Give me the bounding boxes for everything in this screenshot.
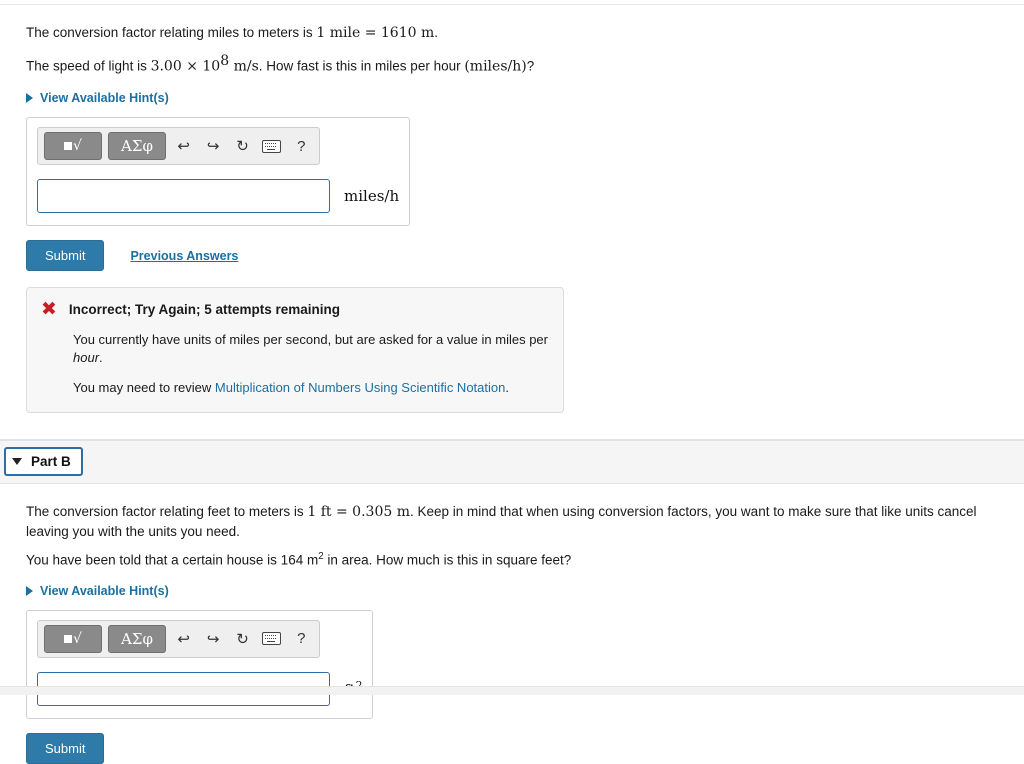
part-b-statement-1-prefix: The conversion factor relating feet to meters is: [26, 503, 308, 519]
redo-icon[interactable]: ↪: [206, 630, 220, 648]
part-a-statement-2-end: ?: [526, 58, 535, 74]
undo-icon[interactable]: ↩: [177, 630, 190, 648]
page-bottom-bar: [0, 686, 1024, 695]
part-b-answer-toolbar: [37, 620, 320, 658]
part-a-answer-input[interactable]: [37, 179, 330, 213]
feedback-emphasis-hour: hour: [73, 350, 100, 366]
part-a-previous-answers-link[interactable]: Previous Answers: [130, 248, 239, 263]
part-a-body: [0, 5, 1024, 413]
part-a-statement-2-unit-parenthetical: (miles/h): [464, 58, 527, 75]
part-a-statement-2: [26, 51, 998, 77]
incorrect-x-icon: ✖: [41, 298, 57, 321]
part-b-button-row: [26, 733, 998, 764]
part-a-feedback-header: [41, 300, 549, 319]
part-a-answer-toolbar: [37, 127, 320, 165]
part-b-answer-box: [26, 610, 373, 719]
part-a-statement-2-exponent: 8: [220, 53, 230, 70]
part-a-view-hints-link[interactable]: View Available Hint(s): [40, 91, 169, 106]
feedback-review-link[interactable]: Multiplication of Numbers Using Scientific Notation: [214, 380, 506, 396]
part-b-statement-2-exponent: 2: [318, 550, 324, 562]
part-b-toggle[interactable]: [4, 447, 83, 476]
part-b-label: Part B: [31, 454, 71, 470]
part-b-greek-button[interactable]: ΑΣφ: [108, 625, 166, 653]
part-a-input-row: [37, 179, 399, 213]
part-a-feedback-line-1: You currently have units of miles per second, but are asked for a value in miles per hour.: [73, 332, 548, 366]
part-a-feedback-line-2: You may need to review Multiplication of Numbers Using Scientific Notation.: [73, 380, 509, 396]
keyboard-icon[interactable]: [260, 627, 283, 651]
part-a-unit-label: miles/h: [344, 187, 400, 206]
help-icon[interactable]: ?: [297, 630, 306, 648]
redo-icon[interactable]: ↪: [206, 138, 220, 156]
part-a-submit-button[interactable]: Submit: [26, 240, 104, 271]
square-placeholder-icon: [64, 635, 72, 643]
part-b-header: [0, 440, 1024, 484]
triangle-right-icon: [26, 586, 33, 596]
keyboard-icon[interactable]: [260, 134, 283, 158]
help-icon[interactable]: ?: [297, 137, 306, 155]
part-b-statement-2: [26, 550, 998, 570]
part-a-feedback-panel: [26, 287, 564, 413]
part-b-submit-button[interactable]: Submit: [26, 733, 104, 764]
part-a-template-button[interactable]: √: [44, 132, 102, 160]
reset-icon[interactable]: ↻: [236, 138, 249, 156]
part-b-template-button[interactable]: √: [44, 625, 102, 653]
part-a-statement-1-prefix: The conversion factor relating miles to meters is: [26, 25, 317, 40]
part-a-statement-2-prefix: The speed of light is: [26, 58, 151, 74]
part-b-body: [0, 484, 1024, 764]
part-b-statement-1-math: 1 ft = 0.305 m: [307, 503, 410, 520]
part-a-answer-box: [26, 117, 410, 226]
part-a-statement-1-math: 1 mile = 1610 m: [316, 25, 435, 41]
part-a-feedback-title: Incorrect; Try Again; 5 attempts remaining: [68, 302, 340, 318]
part-a-statement-2-unit-ms: m/s: [229, 58, 259, 75]
reset-icon[interactable]: ↻: [236, 630, 249, 648]
square-placeholder-icon: [64, 142, 72, 150]
part-a-statement-2-math: 3.00 × 10: [150, 58, 221, 75]
part-b-hint-row[interactable]: [26, 584, 998, 598]
undo-icon[interactable]: ↩: [177, 138, 190, 156]
part-a-statement-2-suffix: . How fast is this in miles per hour: [258, 58, 465, 74]
part-b-statement-1: [26, 502, 998, 542]
part-a-statement-1: [26, 23, 998, 43]
part-a-greek-button[interactable]: ΑΣφ: [108, 132, 166, 160]
part-a-hint-row[interactable]: [26, 91, 998, 105]
caret-down-icon: [12, 458, 22, 465]
triangle-right-icon: [26, 93, 33, 103]
part-b-view-hints-link[interactable]: View Available Hint(s): [40, 583, 169, 598]
part-b-statement-1-suffix: . Keep in mind that when using conversion factors, you want to make sure that like units cancel leaving you with the units you need.: [26, 503, 977, 539]
part-b-statement-2-prefix: You have been told that a certain house is 164 m: [26, 552, 319, 568]
part-a-button-row: [26, 240, 998, 271]
part-b-statement-2-suffix: in area. How much is this in square feet?: [323, 552, 572, 568]
part-a-statement-1-suffix: .: [434, 25, 438, 40]
